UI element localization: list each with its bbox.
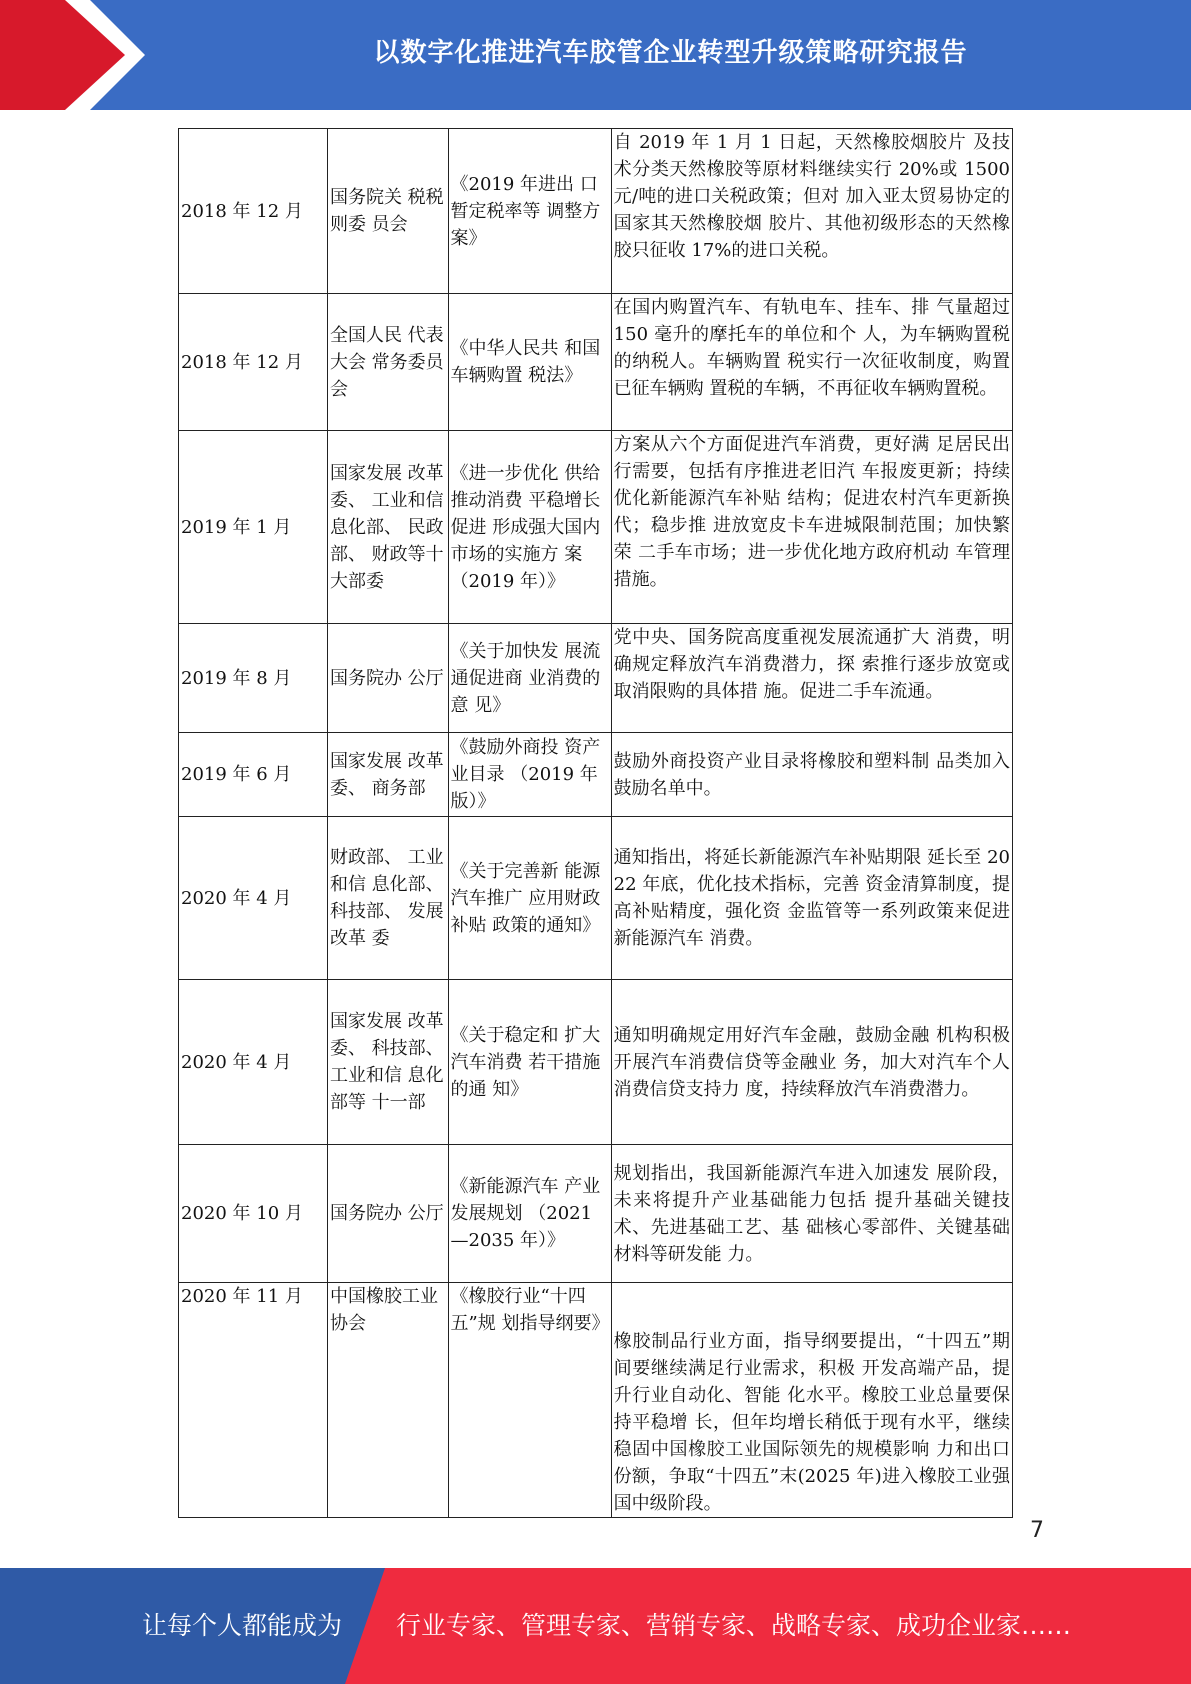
report-title: 以数字化推进汽车胶管企业转型升级策略研究报告 xyxy=(373,37,968,68)
row-org: 国家发展 改革委、 商务部 xyxy=(327,733,448,817)
row-date: 2020 年 10 月 xyxy=(179,1145,328,1283)
row-content: 规划指出，我国新能源汽车进入加速发 展阶段，未来将提升产业基础能力包括 提升基础关键技术、先进基础工艺、基 础核心零部件、关键基础材料等研发能 力。 xyxy=(611,1145,1012,1283)
row-org: 中国橡胶工业协会 xyxy=(327,1283,448,1518)
row-content: 橡胶制品行业方面，指导纲要提出，“十四五”期间要继续满足行业需求，积极 开发高端产品，提升行业自动化、智能 化水平。橡胶工业总量要保持平稳增 长，但年均增长稍低于现有水平，继续 稳固中国橡胶工业国际领先的规模影响 力和出口份额，争取“十四五”末(2025 年)进入橡胶工业强国中级阶段。 xyxy=(611,1283,1012,1518)
page-footer xyxy=(0,1568,1191,1684)
policy-table xyxy=(178,128,1013,1518)
table-row xyxy=(179,1145,1013,1283)
row-document: 《新能源汽车 产业发展规划 （2021—2035 年）》 xyxy=(448,1145,611,1283)
row-content: 通知指出，将延长新能源汽车补贴期限 延长至 2022 年底，优化技术指标，完善 资金清算制度，提高补贴精度，强化资 金监管等一系列政策来促进新能源汽车 消费。 xyxy=(611,817,1012,980)
row-document: 《鼓励外商投 资产业目录 （2019 年版）》 xyxy=(448,733,611,817)
row-content: 鼓励外商投资产业目录将橡胶和塑料制 品类加入鼓励名单中。 xyxy=(611,733,1012,817)
table-row xyxy=(179,129,1013,294)
page-header xyxy=(0,0,1191,110)
row-org: 国家发展 改革委、 科技部、 工业和信 息化部等 十一部 xyxy=(327,980,448,1145)
row-org: 国家发展 改革委、 工业和信 息化部、 民政部、 财政等十 大部委 xyxy=(327,431,448,624)
row-document: 《中华人民共 和国车辆购置 税法》 xyxy=(448,294,611,431)
row-org: 国务院关 税税则委 员会 xyxy=(327,129,448,294)
row-content: 方案从六个方面促进汽车消费，更好满 足居民出行需要，包括有序推进老旧汽 车报废更新；持续优化新能源汽车补贴 结构；促进农村汽车更新换代；稳步推 进放宽皮卡车进城限制范围；加快繁荣 二手车市场；进一步优化地方政府机动 车管理措施。 xyxy=(611,431,1012,624)
table-row xyxy=(179,294,1013,431)
row-date: 2019 年 1 月 xyxy=(179,431,328,624)
row-org: 财政部、 工业和信 息化部、 科技部、 发展改革 委 xyxy=(327,817,448,980)
row-content: 党中央、国务院高度重视发展流通扩大 消费，明确规定释放汽车消费潜力，探 索推行逐步放宽或取消限购的具体措 施。促进二手车流通。 xyxy=(611,624,1012,733)
table-row xyxy=(179,431,1013,624)
table-row xyxy=(179,817,1013,980)
table-row xyxy=(179,980,1013,1145)
table-row xyxy=(179,624,1013,733)
row-org: 国务院办 公厅 xyxy=(327,624,448,733)
table-row xyxy=(179,733,1013,817)
row-content: 通知明确规定用好汽车金融，鼓励金融 机构积极开展汽车消费信贷等金融业 务，加大对汽车个人消费信贷支持力 度，持续释放汽车消费潜力。 xyxy=(611,980,1012,1145)
row-document: 《关于完善新 能源汽车推广 应用财政补贴 政策的通知》 xyxy=(448,817,611,980)
row-document: 《关于加快发 展流通促进商 业消费的意 见》 xyxy=(448,624,611,733)
row-org: 全国人民 代表大会 常务委员 会 xyxy=(327,294,448,431)
row-content: 在国内购置汽车、有轨电车、挂车、排 气量超过 150 毫升的摩托车的单位和个 人，为车辆购置税的纳税人。车辆购置 税实行一次征收制度，购置已征车辆购 置税的车辆，不再征收车辆购置税。 xyxy=(611,294,1012,431)
row-date: 2019 年 6 月 xyxy=(179,733,328,817)
footer-slogan-left: 让每个人都能成为 xyxy=(142,1611,343,1640)
row-document: 《进一步优化 供给推动消费 平稳增长促进 形成强大国内 市场的实施方 案（2019 年）》 xyxy=(448,431,611,624)
table-row xyxy=(179,1283,1013,1518)
footer-slogan-right: 行业专家、管理专家、营销专家、战略专家、成功企业家…… xyxy=(396,1611,1072,1640)
row-date: 2019 年 8 月 xyxy=(179,624,328,733)
row-org: 国务院办 公厅 xyxy=(327,1145,448,1283)
row-content: 自 2019 年 1 月 1 日起，天然橡胶烟胶片 及技术分类天然橡胶等原材料继续实行 20%或 1500 元/吨的进口关税政策；但对 加入亚太贸易协定的国家其天然橡胶烟 胶片、其他初级形态的天然橡胶只征收 17%的进口关税。 xyxy=(611,129,1012,294)
row-date: 2018 年 12 月 xyxy=(179,129,328,294)
row-date: 2020 年 4 月 xyxy=(179,980,328,1145)
row-document: 《橡胶行业“十四五”规 划指导纲要》 xyxy=(448,1283,611,1518)
header-arrow-decoration xyxy=(0,0,150,110)
row-document: 《2019 年进出 口暂定税率等 调整方案》 xyxy=(448,129,611,294)
row-date: 2020 年 4 月 xyxy=(179,817,328,980)
row-date: 2018 年 12 月 xyxy=(179,294,328,431)
row-date: 2020 年 11 月 xyxy=(179,1283,328,1518)
row-document: 《关于稳定和 扩大汽车消费 若干措施的通 知》 xyxy=(448,980,611,1145)
page-number: 7 xyxy=(1030,1518,1044,1543)
